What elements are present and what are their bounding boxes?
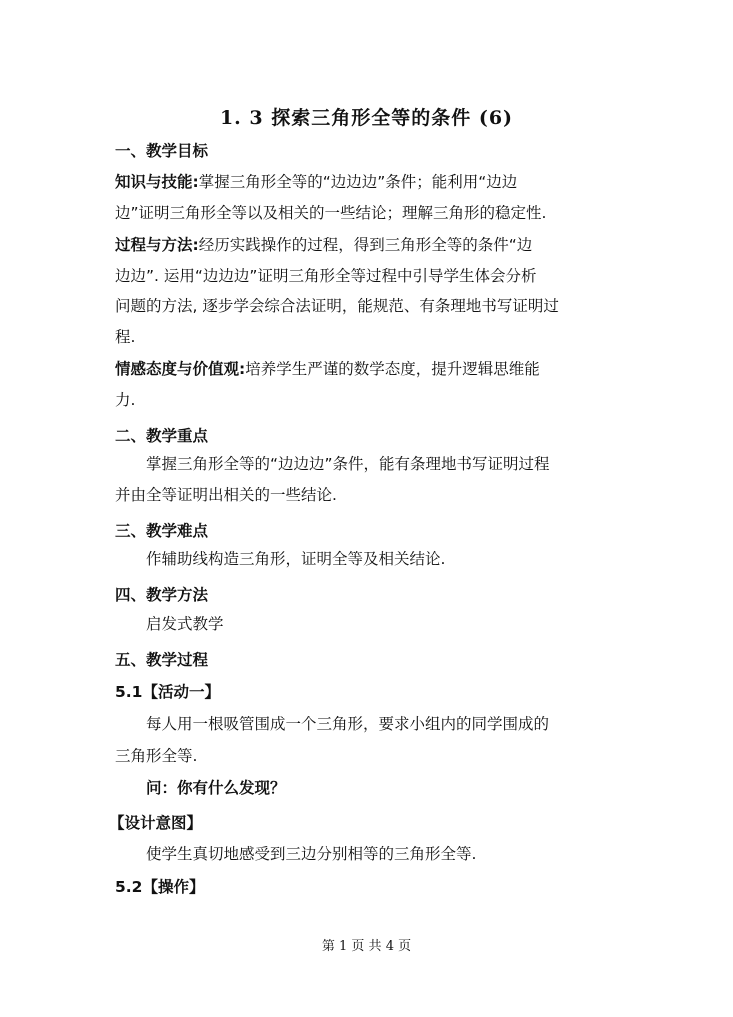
design-intent-heading: 【设计意图】 [109,814,203,832]
activity-1-heading: 5.1【活动一】 [115,683,220,701]
emotion-values-line-2: 力. [115,391,136,409]
knowledge-skills-line-2: 边”证明三角形全等以及相关的一些结论；理解三角形的稳定性. [115,204,547,222]
methods-line-1: 启发式教学 [146,615,224,633]
process-method-line-3: 问题的方法, 逐步学会综合法证明，能规范、有条理地书写证明过 [115,297,559,315]
page-footer: 第 1 页 共 4 页 [321,939,412,954]
process-method-line-2: 边边”. 运用“边边边”证明三角形全等过程中引导学生体会分析 [115,267,537,285]
process-method-text-1: 经历实践操作的过程，得到三角形全等的条件“边 [198,236,533,254]
emotion-values-label: 情感态度与价值观: [115,360,246,378]
knowledge-skills-line-1 [115,172,517,192]
question-line: 问：你有什么发现？ [146,779,286,797]
page-title: 1. 3 探索三角形全等的条件 (6) [219,107,514,129]
activity-1-line-2: 三角形全等. [115,747,198,765]
key-points-line-1: 掌握三角形全等的“边边边”条件，能有条理地书写证明过程 [146,455,550,473]
design-intent-line-1: 使学生真切地感受到三边分别相等的三角形全等. [146,845,477,863]
section-heading-objectives: 一、教学目标 [115,142,209,160]
section-heading-methods: 四、教学方法 [115,586,209,604]
section-heading-process: 五、教学过程 [115,651,209,669]
process-method-label: 过程与方法: [115,236,199,254]
activity-1-line-1: 每人用一根吸管围成一个三角形，要求小组内的同学围成的 [146,715,550,733]
knowledge-skills-label: 知识与技能: [115,173,199,191]
difficulties-line-1: 作辅助线构造三角形，证明全等及相关结论. [146,550,446,568]
operation-heading: 5.2【操作】 [115,878,205,896]
section-heading-key-points: 二、教学重点 [115,427,209,445]
emotion-values-line-1 [115,359,540,379]
knowledge-skills-text-1: 掌握三角形全等的“边边边”条件；能利用“边边 [198,173,518,191]
section-heading-difficulties: 三、教学难点 [115,522,209,540]
process-method-line-4: 程. [115,328,136,346]
key-points-line-2: 并由全等证明出相关的一些结论. [115,486,337,504]
process-method-line-1 [115,235,532,255]
emotion-values-text-1: 培养学生严谨的数学态度，提升逻辑思维能 [245,360,540,378]
